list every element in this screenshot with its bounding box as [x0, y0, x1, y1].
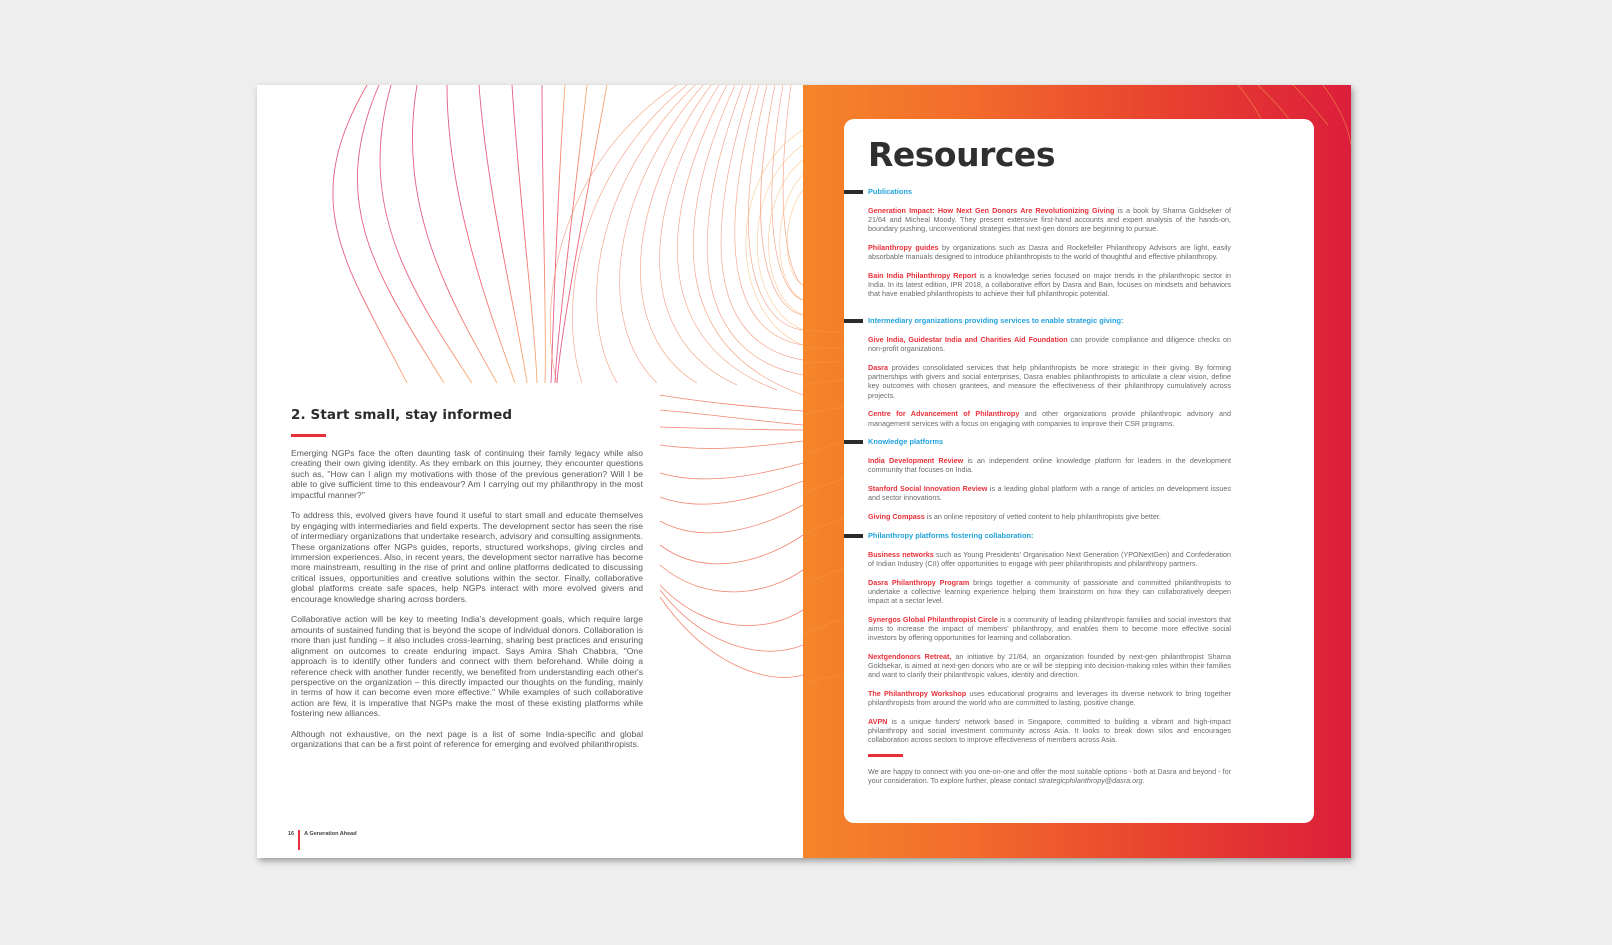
- resource-name: The Philanthropy Workshop: [868, 689, 967, 698]
- paragraph: Emerging NGPs face the often daunting task of continuing their family legacy while also creating their own giving identity. As they embark on this journey, they encounter questions such as, "How can I align my motivations with those of the previous generation? Will I be able to give sufficient time to this endeavour? Am I carrying out my philanthropy in the most impactful manner?": [291, 448, 643, 500]
- resource-entry: [868, 615, 1231, 643]
- resource-description: is a knowledge series focused on major trends in the philanthropic sector in India. In its latest edition, IPR 2018, a collaborative effort by Dasra and Bain, focuses on mindsets and behaviors that have enabled philanthropists to achieve their full philanthropic potential.: [868, 271, 1231, 299]
- resource-description: is a leading global platform with a range of articles on development issues and sector innovations.: [868, 484, 1231, 503]
- left-page: [257, 85, 803, 858]
- resource-name: Philanthropy guides: [868, 243, 939, 253]
- body-text: [291, 448, 643, 760]
- section-title: 2. Start small, stay informed: [291, 407, 513, 423]
- resource-description: such as Young Presidents' Organisation Next Generation (YPONextGen) and Confederation of Indian Industry (CII) offer opportunities to engage with peer philanthropists and philanthropy partners.: [868, 549, 1231, 568]
- paragraph: To address this, evolved givers have found it useful to start small and educate themselves by engaging with intermediaries and field experts. The development sector has seen the rise of intermediary organizations that undertake research, advisory and consulting assignments. These organizations offer NGPs guides, reports, structured workshops, giving circles and immersion experiences. Also, in recent years, the development sector narrative has become more mainstream, resulting in the rise of print and online platforms dedicated to discussing critical issues, opportunities and creative solutions within the sector. Finally, collaborative global platforms create safe spaces, help NGPs interact with more evolved givers and encourage knowledge sharing across borders.: [291, 510, 643, 604]
- category-label: Philanthropy platforms fostering collaboration:: [868, 530, 1034, 540]
- category-marker: [844, 440, 863, 444]
- resource-description: provides consolidated services that help philanthropists be more strategic in their giving. By forming partnerships with givers and social enterprises, Dasra enables philanthropists to articulate a clear vision, define key outcomes with chosen grantees, and measure the effectiveness of their philanthropy cumulatively across projects.: [868, 363, 1231, 400]
- resource-name: Business networks: [868, 549, 934, 559]
- resource-entry: [868, 717, 1231, 745]
- resource-name: Generation Impact: How Next Gen Donors Are Revolutionizing Giving: [868, 206, 1115, 215]
- resource-name: Centre for Advancement of Philanthropy: [868, 409, 1020, 419]
- resource-entry: [868, 409, 1231, 427]
- category-marker: [844, 534, 863, 538]
- title-underline: [291, 434, 326, 437]
- resource-description: an initiative by 21/64, an organization founded by next-gen philanthropist Sharna Goldsekar, is aimed at next-gen donors who are or will be stepping into decision-making roles within their families and want to clarify their philanthropic values, identity and direction.: [868, 651, 1231, 680]
- resource-description: is a book by Sharna Goldseker of 21/64 and Micheal Moody. They present extensive first-hand accounts and expert analysis of the hands-on, boundary pushing, unconventional strategies that next-gen donors are beginning to pursue.: [868, 206, 1231, 234]
- category-label: Knowledge platforms: [868, 437, 944, 447]
- paragraph: Although not exhaustive, on the next page is a list of some India-specific and global organizations that can be a first point of reference for emerging and evolved philanthropists.: [291, 728, 643, 750]
- resource-name: Dasra Philanthropy Program: [868, 577, 970, 587]
- right-page: [803, 85, 1351, 858]
- resource-entry: [868, 243, 1231, 261]
- closing-text: We are happy to connect with you one-on-one and offer the most suitable options - both at Dasra and beyond - for your consideration. To explore further, please contact: [868, 767, 1231, 786]
- resource-entry: [868, 335, 1231, 353]
- resource-entry: [868, 271, 1231, 299]
- resources-title: Resources: [868, 135, 1055, 174]
- resource-name: India Development Review: [868, 456, 964, 466]
- document-spread: [257, 85, 1351, 858]
- publication-title: A Generation Ahead: [304, 831, 357, 837]
- resources-card: [844, 119, 1314, 823]
- category-label: Intermediary organizations providing services to enable strategic giving:: [868, 316, 1124, 326]
- category-heading-publications: [868, 187, 1231, 197]
- closing-end: .: [1142, 776, 1145, 786]
- resource-entry: [868, 689, 1231, 707]
- resource-name: Synergos Global Philanthropist Circle: [868, 614, 998, 624]
- footer-divider: [298, 830, 300, 850]
- resource-description: brings together a community of passionate and committed philanthropists to undertake a collective learning experience helping them brainstorm on how they can collaboratively deepen impact at a sector level.: [868, 577, 1231, 606]
- resource-description: by organizations such as Dasra and Rockefeller Philanthropy Advisors are light, easily absorbable manuals designed to introduce philanthropists to the world of thoughtful and effective philanthropy.: [868, 243, 1231, 262]
- closing-divider: [868, 754, 903, 757]
- resource-entry: [868, 456, 1231, 474]
- resources-list: [868, 187, 1231, 785]
- closing-note: [868, 767, 1231, 785]
- page-number: 16: [288, 831, 295, 837]
- resource-name: AVPN: [868, 716, 888, 726]
- category-marker: [844, 190, 863, 194]
- resource-entry: [868, 512, 1231, 521]
- resource-entry: [868, 363, 1231, 400]
- resource-description: is a community of leading philanthropic families and social investors that aims to increase the impact of members' philanthropy, and enables them to become more effective social investors by offering opportunities for learning and collaboration.: [868, 614, 1231, 643]
- category-heading-knowledge-platforms: [868, 437, 1231, 447]
- category-marker: [844, 319, 863, 323]
- category-heading-intermediaries: [868, 316, 1231, 326]
- resource-description: and other organizations provide philanthropic advisory and management services with a focus on engaging with companies to improve their CSR programs.: [868, 409, 1231, 428]
- resource-entry: [868, 652, 1231, 680]
- page-footer: [288, 830, 357, 850]
- resource-name: Nextgendonors Retreat,: [868, 651, 952, 661]
- resource-description: is an independent online knowledge platform for leaders in the development community that focuses on India.: [868, 456, 1232, 475]
- paragraph: Collaborative action will be key to meeting India's development goals, which require large amounts of sustained funding that is beyond the scope of individual donors. Collaboration is more than just funding – it also includes cross-learning, sharing best practices and ensuring alignment on outcomes to create enduring impact. Says Amira Shah Chabbra, "One approach is to identify other funders and connect with them beforehand. While doing a reference check with another funder recently, we benefited from understanding each other's perspective on the organization – this directly impacted our thoughts on the funding, mainly in terms of how it can become even more effective." While examples of such collaborative action are few, it is imperative that NGPs make the most of these existing platforms while fostering new alliances.: [291, 614, 643, 719]
- resource-description: can provide compliance and diligence checks on non-profit organizations.: [868, 335, 1231, 354]
- contact-email-link[interactable]: strategicphilanthropy@dasra.org: [1038, 776, 1143, 786]
- resource-name: Dasra: [868, 363, 888, 373]
- resource-name: Stanford Social Innovation Review: [868, 484, 988, 494]
- resource-name: Bain India Philanthropy Report: [868, 271, 977, 281]
- category-label: Publications: [868, 187, 912, 196]
- resource-entry: [868, 550, 1231, 568]
- resource-description: uses educational programs and leverages its diverse network to bring together philanthropists from around the world who are committed to lasting, positive change.: [868, 689, 1231, 708]
- spacer: [868, 308, 1231, 316]
- resource-name: Giving Compass: [868, 512, 925, 522]
- resource-entry: [868, 578, 1231, 606]
- category-heading-collaboration-platforms: [868, 531, 1231, 541]
- resource-entry: [868, 206, 1231, 234]
- resource-description: is an online repository of vetted content to help philanthropists give better.: [924, 512, 1161, 522]
- resource-description: is a unique funders' network based in Singapore, committed to building a vibrant and high-impact philanthropy and social investment community across Asia. It looks to break down silos and encourages collaboration across sectors to improve effectiveness of members across Asia.: [868, 716, 1231, 745]
- resource-entry: [868, 484, 1231, 502]
- resource-name: Give India, Guidestar India and Charities Aid Foundation: [868, 335, 1068, 345]
